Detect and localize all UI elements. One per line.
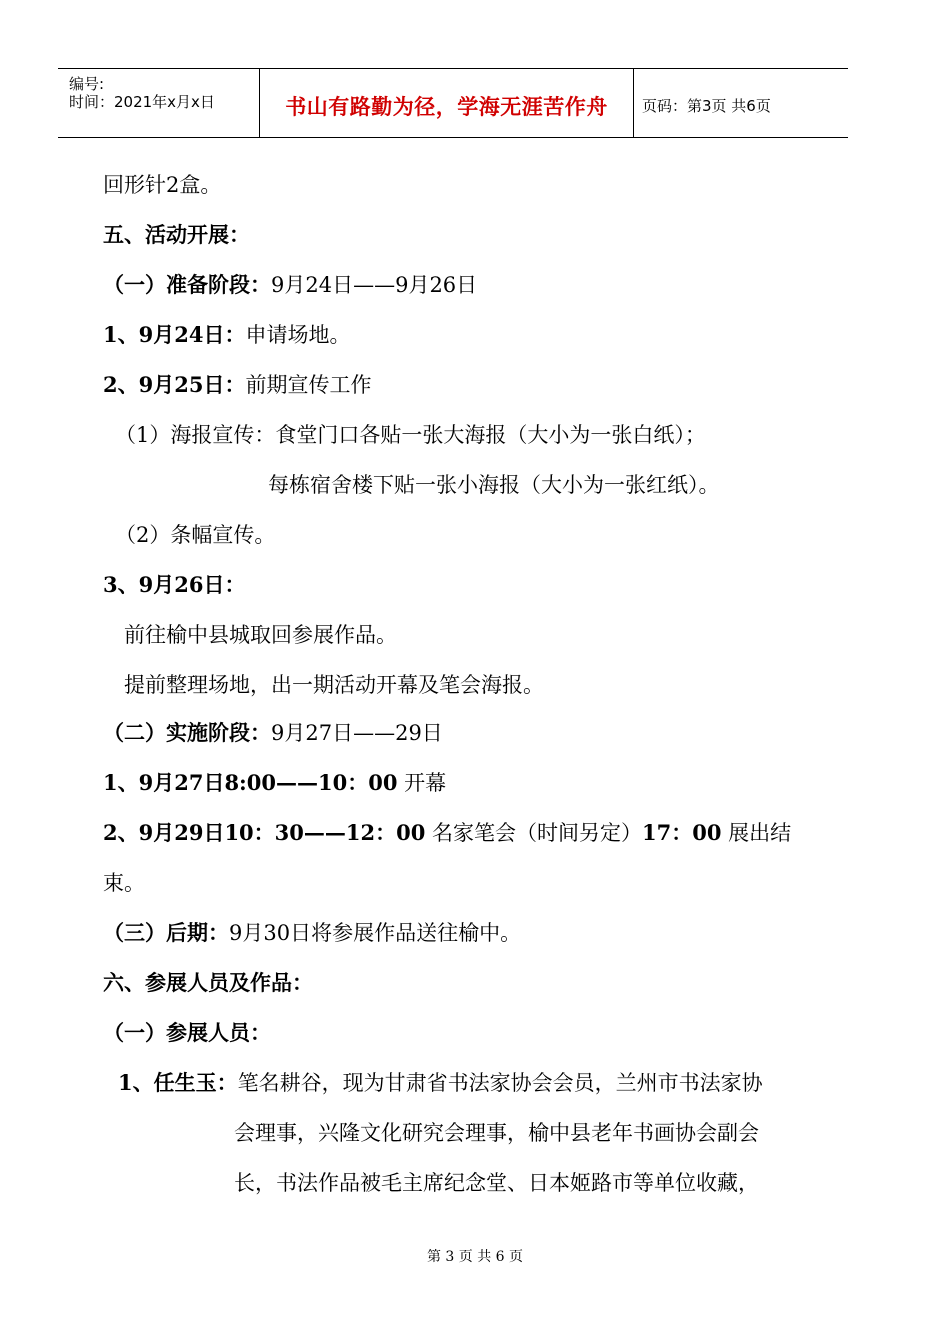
header-meta: [69, 75, 215, 111]
time-label: 时间：2021年x月x日: [69, 93, 215, 111]
body-line: （2）条幅宣传。: [115, 523, 276, 547]
page-footer: 第 3 页 共 6 页: [426, 1249, 524, 1265]
header-divider: [633, 69, 634, 137]
body-line: 2、9月29日10：30——12：00 名家笔会（时间另定）17：00 展出结: [103, 820, 792, 845]
section-heading: 六、参展人员及作品：: [103, 970, 313, 995]
number-label: 编号:: [69, 75, 105, 93]
body-line: 前往榆中县城取回参展作品。: [124, 623, 397, 647]
body-line: 长，书法作品被毛主席纪念堂、日本姬路市等单位收藏，: [234, 1171, 759, 1195]
page-header: [58, 68, 848, 138]
header-motto: 书山有路勤为径，学海无涯苦作舟: [285, 95, 608, 119]
body-line: 3、9月26日：: [103, 572, 246, 597]
header-page-info: 页码：第3页 共6页: [642, 97, 771, 115]
body-line: 提前整理场地，出一期活动开幕及笔会海报。: [124, 673, 544, 697]
body-line: 1、9月24日：申请场地。: [103, 322, 351, 347]
subsection-heading: （一）参展人员：: [103, 1020, 271, 1045]
body-line: 1、9月27日8:00——10：00 开幕: [103, 770, 447, 795]
section-heading: 五、活动开展：: [103, 222, 250, 247]
subsection-heading: （二）实施阶段：9月27日——29日: [103, 720, 443, 745]
body-line: 束。: [103, 871, 145, 895]
subsection-heading: （一）准备阶段：9月24日——9月26日: [103, 272, 478, 297]
body-line: 每栋宿舍楼下贴一张小海报（大小为一张红纸）。: [268, 473, 720, 497]
body-line: 2、9月25日：前期宣传工作: [103, 372, 372, 397]
body-line: 回形针2盒。: [103, 173, 222, 197]
body-line: （1）海报宣传：食堂门口各贴一张大海报（大小为一张白纸）；: [115, 423, 706, 447]
body-line: 会理事，兴隆文化研究会理事，榆中县老年书画协会副会: [234, 1121, 759, 1145]
subsection-heading: （三）后期：9月30日将参展作品送往榆中。: [103, 920, 522, 945]
body-line: 1、任生玉：笔名耕谷，现为甘肃省书法家协会会员，兰州市书法家协: [118, 1070, 763, 1095]
